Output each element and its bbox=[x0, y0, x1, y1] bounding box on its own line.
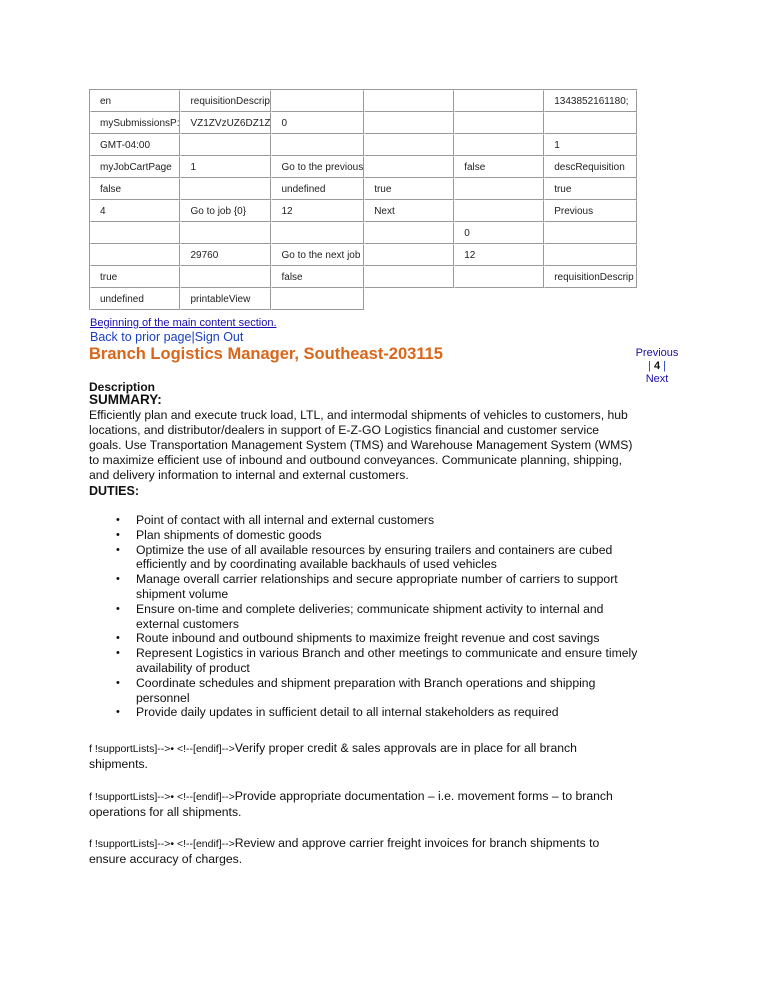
duty-text: Route inbound and outbound shipments to maximize freight revenue and cost savings bbox=[136, 631, 600, 646]
table-cell: 0 bbox=[454, 222, 544, 244]
duty-item bbox=[100, 572, 645, 602]
table-cell: Previous bbox=[544, 200, 637, 222]
main-content-link[interactable]: Beginning of the main content section. bbox=[90, 317, 277, 329]
duty-text: Plan shipments of domestic goods bbox=[136, 527, 322, 542]
bullet-icon: • bbox=[116, 602, 120, 615]
table-cell: mySubmissionsP: bbox=[90, 112, 180, 134]
table-cell bbox=[364, 112, 454, 134]
duty-text: Manage overall carrier relationships and secure appropriate number of carriers to support shipment volume bbox=[136, 572, 618, 601]
table-cell bbox=[364, 90, 454, 112]
previous-job-link[interactable]: Previous bbox=[635, 347, 679, 359]
link-separator: | bbox=[191, 330, 195, 344]
extra-duty-text: Review and approve carrier freight invoices for branch shipments to ensure accuracy of charges. bbox=[89, 836, 600, 866]
page-prefix: | bbox=[648, 360, 654, 372]
table-cell: Go to job {0} bbox=[180, 200, 271, 222]
table-cell bbox=[90, 244, 180, 266]
table-cell bbox=[454, 178, 544, 200]
navigation-links bbox=[90, 330, 243, 344]
table-cell: descRequisition bbox=[544, 156, 637, 178]
table-cell: myJobCartPage bbox=[90, 156, 180, 178]
table-row bbox=[90, 134, 637, 156]
table-cell bbox=[180, 266, 271, 288]
bullet-icon: • bbox=[116, 706, 120, 719]
table-cell bbox=[544, 112, 637, 134]
bullet-icon: • bbox=[116, 514, 120, 526]
table-cell bbox=[364, 244, 454, 266]
table-cell: false bbox=[90, 178, 180, 200]
table-cell: false bbox=[454, 156, 544, 178]
bullet-icon: • bbox=[116, 543, 120, 556]
table-cell bbox=[271, 134, 364, 156]
table-cell bbox=[180, 222, 271, 244]
table-cell bbox=[364, 134, 454, 156]
table-cell: 0 bbox=[271, 112, 364, 134]
table-cell: 1 bbox=[180, 156, 271, 178]
table-cell bbox=[454, 112, 544, 134]
back-to-prior-page-link[interactable]: Back to prior page bbox=[90, 330, 192, 344]
extra-duty-text: Verify proper credit & sales approvals are in place for all branch shipments. bbox=[89, 741, 577, 771]
table-cell bbox=[364, 156, 454, 178]
summary-text: Efficiently plan and execute truck load, LTL, and intermodal shipments of vehicles to customers, hub locations, and distributor/dealers in support of E-Z-GO Logistics financial and customer service goals. Use Transportation Management System (TMS) and Warehouse Management System (WMS) to maximize efficient use of inbound and outbound conveyances. Communicate planning, shipping, and delivery information to internal and external customers. bbox=[89, 408, 633, 482]
duty-item bbox=[100, 705, 645, 720]
table-cell: undefined bbox=[271, 178, 364, 200]
duty-item bbox=[100, 602, 645, 632]
duty-item bbox=[100, 543, 645, 573]
next-job-link[interactable]: Next bbox=[645, 373, 669, 385]
table-cell: 1343852161180; bbox=[544, 90, 637, 112]
table-row bbox=[90, 200, 637, 222]
requisition-data-table bbox=[89, 89, 637, 310]
table-row bbox=[90, 244, 637, 266]
table-cell bbox=[271, 90, 364, 112]
table-row bbox=[90, 222, 637, 244]
table-cell bbox=[454, 134, 544, 156]
duty-text: Represent Logistics in various Branch and other meetings to communicate and ensure timely availability of product bbox=[136, 646, 638, 675]
bullet-icon: • bbox=[116, 528, 120, 541]
list-markup-text: f !supportLists]-->• <!--[endif]--> bbox=[89, 838, 235, 850]
table-cell bbox=[544, 222, 637, 244]
job-title: Branch Logistics Manager, Southeast-203115 bbox=[89, 345, 443, 363]
table-cell: requisitionDescrip bbox=[180, 90, 271, 112]
page-number: 4 bbox=[653, 360, 661, 372]
list-markup-text: f !supportLists]-->• <!--[endif]--> bbox=[89, 791, 235, 803]
table-row bbox=[90, 178, 637, 200]
table-cell bbox=[364, 222, 454, 244]
table-row bbox=[90, 266, 637, 288]
table-cell bbox=[454, 90, 544, 112]
table-cell: 12 bbox=[454, 244, 544, 266]
table-row bbox=[90, 288, 637, 310]
table-cell: Go to the previous bbox=[271, 156, 364, 178]
extra-duty bbox=[89, 741, 634, 772]
table-cell: Next bbox=[364, 200, 454, 222]
duty-item bbox=[100, 631, 645, 646]
table-cell bbox=[454, 266, 544, 288]
table-cell: true bbox=[364, 178, 454, 200]
bullet-icon: • bbox=[116, 676, 120, 689]
table-cell: Go to the next job bbox=[271, 244, 364, 266]
table-cell bbox=[180, 134, 271, 156]
table-cell: false bbox=[271, 266, 364, 288]
table-cell: 12 bbox=[271, 200, 364, 222]
table-cell bbox=[454, 200, 544, 222]
table-cell bbox=[271, 222, 364, 244]
duty-item bbox=[100, 528, 645, 543]
table-cell bbox=[544, 244, 637, 266]
table-cell: 4 bbox=[90, 200, 180, 222]
bullet-icon: • bbox=[116, 632, 120, 645]
extra-duty bbox=[89, 789, 634, 820]
bullet-icon: • bbox=[116, 573, 120, 586]
table-cell bbox=[271, 288, 364, 310]
sign-out-link[interactable]: Sign Out bbox=[194, 330, 244, 344]
duty-text: Provide daily updates in sufficient detail to all internal stakeholders as required bbox=[136, 705, 559, 720]
table-cell: en bbox=[90, 90, 180, 112]
duty-item bbox=[100, 646, 645, 676]
job-pager bbox=[624, 347, 690, 386]
duties-heading: DUTIES: bbox=[89, 484, 139, 498]
table-cell: undefined bbox=[90, 288, 180, 310]
table-cell: requisitionDescrip bbox=[544, 266, 637, 288]
table-row bbox=[90, 156, 637, 178]
duty-text: Point of contact with all internal and external customers bbox=[136, 513, 435, 527]
duty-text: Coordinate schedules and shipment preparation with Branch operations and shipping personnel bbox=[136, 675, 596, 705]
extra-duty-text: Provide appropriate documentation – i.e. movement forms – to branch operations for all shipments. bbox=[89, 789, 613, 819]
list-markup-text: f !supportLists]-->• <!--[endif]--> bbox=[89, 743, 235, 755]
duty-text: Optimize the use of all available resources by ensuring trailers and containers are cubed efficiently and by coordinating available backhauls of used vehicles bbox=[136, 542, 613, 572]
table-row bbox=[90, 112, 637, 134]
table-cell: GMT-04:00 bbox=[90, 134, 180, 156]
duty-item bbox=[100, 676, 645, 706]
table-cell: 1 bbox=[544, 134, 637, 156]
extra-duty bbox=[89, 836, 634, 867]
table-cell: true bbox=[544, 178, 637, 200]
duties-list bbox=[100, 513, 645, 720]
table-cell bbox=[364, 266, 454, 288]
duty-item bbox=[100, 513, 645, 528]
table-cell bbox=[90, 222, 180, 244]
page-indicator bbox=[624, 360, 690, 373]
summary-heading: SUMMARY: bbox=[89, 392, 162, 407]
table-cell: printableView bbox=[180, 288, 271, 310]
bullet-icon: • bbox=[116, 647, 120, 660]
table-cell: 29760 bbox=[180, 244, 271, 266]
description-label: Description bbox=[89, 380, 156, 394]
table-cell: VZ1ZVzUZ6DZ1Z bbox=[180, 112, 271, 134]
table-row bbox=[90, 90, 637, 112]
table-cell bbox=[180, 178, 271, 200]
duty-text: Ensure on-time and complete deliveries; communicate shipment activity to internal and external customers bbox=[136, 601, 604, 631]
page-suffix: | bbox=[660, 360, 666, 372]
table-cell: true bbox=[90, 266, 180, 288]
